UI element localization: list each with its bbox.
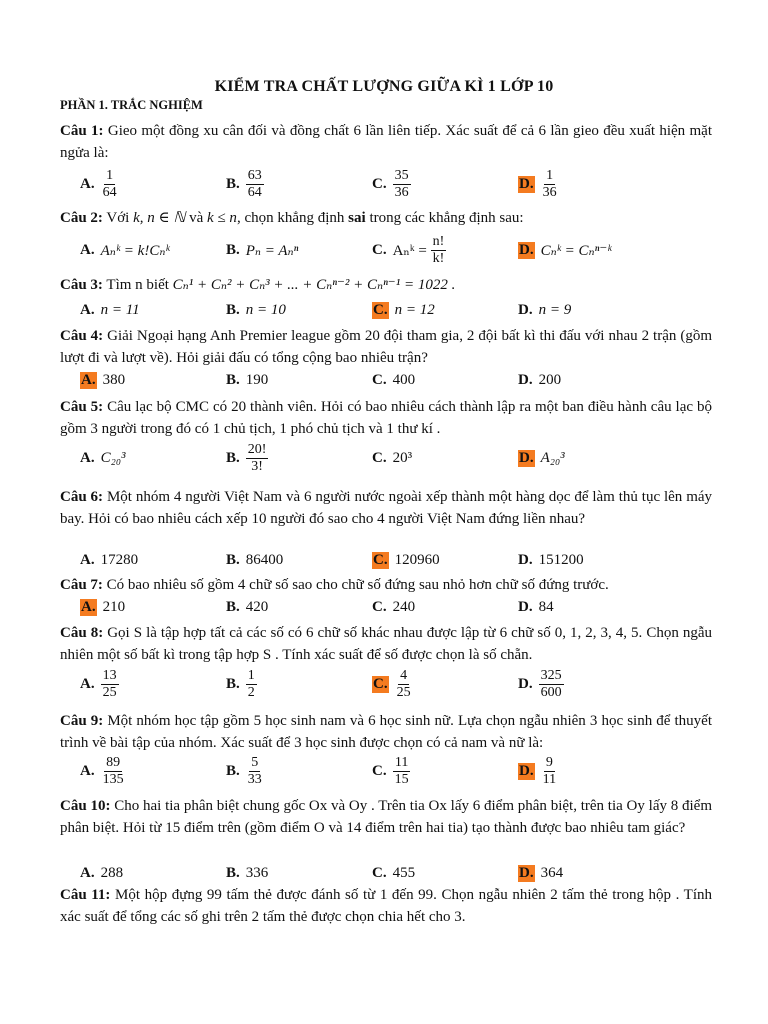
option-text: 364 [540,864,564,881]
option-a[interactable] [80,164,119,204]
options-q2 [80,230,720,270]
option-label: D. [518,301,533,318]
option-a[interactable] [80,438,126,478]
option-b[interactable] [226,438,268,478]
option-a[interactable] [80,230,170,270]
option-text: 200 [538,371,562,388]
question-label: Câu 4: [60,328,104,344]
option-label: A. [80,762,95,779]
option-label: B. [226,675,240,692]
option-text: C₂₀³ [100,449,126,466]
condition: k ≤ n [207,210,237,226]
option-label: B. [226,449,240,466]
option-label: D. [518,675,533,692]
option-b[interactable] [226,164,264,204]
question-text: Giải Ngoại hạng Anh Premier league gồm 20 đội tham gia, 2 đội bất kì thi đấu với nhau 2 trận (gồm lượt đi và lượt về). Hỏi giải đấu có tổng cộng bao nhiêu trận? [60,328,712,366]
denominator: k! [432,250,445,266]
option-label: B. [226,598,240,615]
option-text: 288 [100,864,124,881]
options-q7 [80,587,720,627]
option-text: 420 [245,598,269,615]
question-label: Câu 11: [60,887,111,903]
option-d[interactable] [518,664,564,704]
options-q9 [80,751,720,791]
question-label: Câu 1: [60,123,104,139]
question-label: Câu 10: [60,798,111,814]
option-text: 455 [392,864,416,881]
numerator: 1 [546,167,554,183]
fraction [539,668,564,701]
option-b[interactable] [226,360,268,400]
option-c[interactable] [372,438,412,478]
numerator: 89 [106,754,121,770]
options-q3 [80,290,720,330]
option-label: B. [226,175,240,192]
denominator: 3! [251,458,263,474]
question-label: Câu 8: [60,625,104,641]
condition: k, n ∈ ℕ [133,210,186,226]
question-text: Gieo một đồng xu cân đối và đồng chất 6 lần liên tiếp. Xác suất để cả 6 lần gieo đều xuất hiện mặt ngửa là: [60,123,713,161]
option-text: 400 [392,371,416,388]
option-b[interactable] [226,587,268,627]
option-label: C. [372,864,387,881]
question-10 [60,795,712,839]
numerator: n! [432,233,445,249]
option-c[interactable] [372,290,435,330]
option-label: C. [372,241,387,258]
option-c[interactable] [372,360,415,400]
option-label: D. [518,371,533,388]
denominator: 25 [396,684,411,700]
options-q8 [80,664,720,704]
option-label-highlighted: D. [519,175,534,192]
option-label-highlighted: C. [373,301,388,318]
option-label-highlighted: D. [519,241,534,258]
numerator: 4 [400,667,408,683]
option-label-highlighted: D. [519,762,534,779]
fraction [541,168,559,201]
fraction [246,442,269,475]
question-label: Câu 3: [60,277,103,293]
emphasis-word: sai [348,210,366,226]
option-label: A. [80,301,95,318]
question-9 [60,710,712,754]
fraction [246,168,264,201]
option-b[interactable] [226,290,286,330]
option-text: 17280 [100,551,139,568]
question-11 [60,884,712,928]
numerator: 5 [251,754,259,770]
option-text: n = 11 [100,301,140,318]
denominator: 33 [247,771,262,787]
option-label: A. [80,241,95,258]
fraction [246,755,264,788]
question-5 [60,396,712,440]
question-label: Câu 6: [60,489,104,505]
fraction [541,755,558,788]
option-text: 240 [392,598,416,615]
option-c[interactable] [372,751,411,791]
option-d[interactable] [518,164,559,204]
option-text: 151200 [538,551,584,568]
question-text: Một hộp đựng 99 tấm thẻ được đánh số từ 1 đến 99. Chọn ngẫu nhiên 2 tấm thẻ trong hộp . Tính xác suất để tổng các số ghi trên 2 tấm thẻ được chọn chia hết cho 3. [60,887,713,925]
option-text: 380 [102,371,126,388]
option-b[interactable] [226,751,264,791]
question-1 [60,120,712,164]
page-title: KIỂM TRA CHẤT LƯỢNG GIỮA KÌ 1 LỚP 10 [214,78,554,95]
option-text: 84 [538,598,554,615]
option-label: A. [80,551,95,568]
denominator: 36 [542,184,557,200]
option-a[interactable] [80,290,140,330]
numerator: 1 [247,667,255,683]
option-c[interactable] [372,230,446,270]
question-text: Có bao nhiêu số gồm 4 chữ số sao cho chữ số đứng sau nhỏ hơn chữ số đứng trước. [106,577,609,593]
fraction [393,755,411,788]
option-label: A. [80,864,95,881]
fraction [431,234,447,267]
option-text: n = 10 [245,301,286,318]
numerator: 325 [540,667,562,683]
formula: Aₙᵏ = k!Cₙᵏ [100,242,170,259]
option-label: C. [372,762,387,779]
question-6 [60,486,712,530]
option-label: D. [518,551,533,568]
question-text: , chọn khẳng định [236,210,345,226]
option-text: A₂₀³ [540,449,565,466]
option-label: B. [226,551,240,568]
option-label-highlighted: C. [373,551,388,568]
fraction [101,668,119,701]
numerator: 1 [106,167,114,183]
question-text: Một nhóm 4 người Việt Nam và 6 người nước ngoài xếp thành một hàng dọc để làm thủ tục lên máy bay. Hỏi có bao nhiêu cách xếp 10 người đó sao cho 4 người Việt Nam đứng liền nhau? [60,489,713,527]
option-text: 336 [245,864,269,881]
question-text: Một nhóm học tập gồm 5 học sinh nam và 6 học sinh nữ. Lựa chọn ngẫu nhiên 3 học sinh để thuyết trình về bài tập của nhóm. Xác suất để 3 học sinh được chọn có cả nam và nữ là: [60,713,713,751]
numerator: 63 [247,167,262,183]
option-label-highlighted: C. [373,675,388,692]
option-c[interactable] [372,587,415,627]
question-text: Cho hai tia phân biệt chung gốc Ox và Oy . Trên tia Ox lấy 6 điểm phân biệt, trên tia Oy lấy 8 điểm phân biệt. Hỏi từ 15 điểm trên (gồm điểm O và 14 điểm trên hai tia) tạo thành được bao nhiêu tam giác? [60,798,713,836]
option-label-highlighted: D. [519,864,534,881]
option-b[interactable] [226,664,257,704]
denominator: 15 [394,771,409,787]
option-text: n = 12 [394,301,435,318]
fraction [101,168,119,201]
section-heading: PHẦN 1. TRẮC NGHIỆM [60,98,203,112]
option-text: 210 [102,598,126,615]
numerator: 13 [102,667,117,683]
denominator: 11 [542,771,557,787]
option-text: 120960 [394,551,440,568]
numerator: 20! [247,441,267,457]
option-text: 20³ [392,449,413,466]
option-label: A. [80,175,95,192]
option-text: 86400 [245,551,284,568]
question-label: Câu 5: [60,399,104,415]
option-text: 190 [245,371,269,388]
option-label: B. [226,371,240,388]
denominator: 2 [247,684,255,700]
option-label: C. [372,175,387,192]
options-q1 [80,164,720,204]
option-label: B. [226,301,240,318]
question-2 [60,207,712,229]
options-q4 [80,360,720,400]
option-d[interactable] [518,438,565,478]
fraction [101,755,126,788]
option-label: B. [226,241,240,258]
denominator: 135 [102,771,124,787]
question-text: Với [106,210,130,226]
option-a[interactable] [80,587,125,627]
option-c[interactable] [372,164,411,204]
denominator: 64 [102,184,117,200]
option-label: C. [372,371,387,388]
denominator: 600 [540,684,562,700]
question-text: và [189,210,204,226]
question-text: Gọi S là tập hợp tất cả các số có 6 chữ số khác nhau được lập từ 6 chữ số 0, 1, 2, 3, 4, 5. Chọn ngẫu nhiên một số bất kì trong tập hợp S . Tính xác suất để số được chọn là số chẵn. [60,625,712,663]
formula-lhs: Aₙᵏ = [392,242,427,259]
fraction [246,668,257,701]
denominator: 64 [247,184,262,200]
option-label-highlighted: D. [519,449,534,466]
denominator: 25 [102,684,117,700]
fraction [395,668,413,701]
question-text: Câu lạc bộ CMC có 20 thành viên. Hỏi có bao nhiêu cách thành lập ra một ban điều hành câu lạc bộ gồm 3 người trong đó có 1 chủ tịch, 1 phó chủ tịch và 1 thư kí . [60,399,713,437]
formula: Cₙᵏ = Cₙⁿ⁻ᵏ [540,242,612,259]
option-b[interactable] [226,230,298,270]
numerator: 9 [545,754,553,770]
option-label: C. [372,449,387,466]
option-label: A. [80,449,95,466]
option-c[interactable] [372,664,413,704]
fraction [393,168,411,201]
option-label: C. [372,598,387,615]
question-label: Câu 9: [60,713,104,729]
question-text: trong các khẳng định sau: [369,210,524,226]
option-d[interactable] [518,360,561,400]
option-label: A. [80,675,95,692]
denominator: 36 [394,184,409,200]
option-label: B. [226,864,240,881]
option-label: B. [226,762,240,779]
numerator: 11 [394,754,409,770]
question-label: Câu 2: [60,210,103,226]
option-a[interactable] [80,751,126,791]
numerator: 35 [394,167,409,183]
question-label: Câu 7: [60,577,103,593]
option-label: D. [518,598,533,615]
option-d[interactable] [518,751,558,791]
option-label-highlighted: A. [81,371,96,388]
option-a[interactable] [80,664,119,704]
question-8 [60,622,712,666]
option-a[interactable] [80,360,125,400]
option-d[interactable] [518,230,611,270]
options-q5 [80,438,720,478]
equation: Cₙ¹ + Cₙ² + Cₙ³ + ... + Cₙⁿ⁻² + Cₙⁿ⁻¹ = 1022 . [172,277,456,293]
option-d[interactable] [518,587,554,627]
formula: Pₙ = Aₙⁿ [245,242,299,259]
option-label-highlighted: A. [81,598,96,615]
option-text: n = 9 [538,301,572,318]
option-d[interactable] [518,290,571,330]
question-text: Tìm n biết [106,277,169,293]
